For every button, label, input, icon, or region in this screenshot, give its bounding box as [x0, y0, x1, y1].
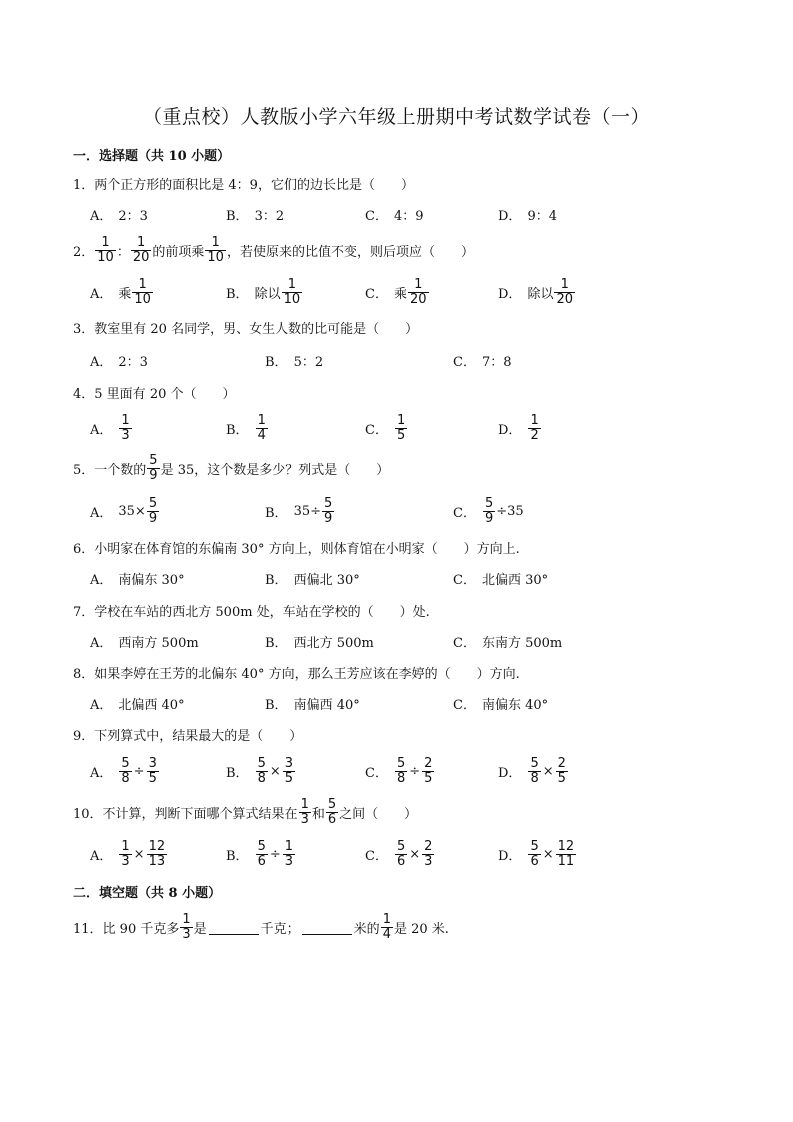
fraction: $\frac{5}{9}$ [148, 495, 158, 526]
question-number: 2． [73, 244, 95, 260]
section-heading-fill: 二．填空题（共 8 小题） [73, 886, 222, 901]
question-number: 10． [73, 806, 103, 822]
question-text: 如果李婷在王芳的北偏东 40° 方向，那么王芳应该在李婷的（ ）方向. [94, 666, 520, 682]
fraction: $\frac{2}{5}$ [557, 755, 566, 786]
option-a[interactable]: A． $\frac{1}{3}$ [90, 412, 130, 443]
option-label: D． [498, 208, 522, 224]
option-b[interactable]: B． 5：2 [265, 354, 324, 370]
fraction: $\frac{5}{9}$ [484, 495, 494, 526]
option-c[interactable]: C． $\frac{5}{6}$ × $\frac{2}{3}$ [365, 838, 433, 869]
question-number: 4． [73, 386, 95, 402]
fraction: $\frac{3}{5}$ [148, 755, 157, 786]
fraction: $\frac{5}{6}$ [257, 838, 266, 869]
option-text: 2：3 [118, 208, 148, 224]
option-b[interactable]: B． 西偏北 30° [265, 572, 360, 588]
question-text: 教室里有 20 名同学，男、女生人数的比可能是（ ） [94, 321, 419, 337]
fraction: $\frac{1}{4}$ [257, 412, 266, 443]
question-text: 两个正方形的面积比是 4：9，它们的边长比是（ ） [94, 177, 414, 193]
question-number: 7． [73, 604, 95, 620]
option-a[interactable] [90, 197, 148, 231]
option-a[interactable]: A． 2：3 [90, 354, 148, 370]
question-9 [73, 717, 302, 751]
question-8 [73, 655, 520, 689]
fraction: $\frac{1}{10}$ [134, 276, 151, 307]
option-c[interactable]: C． 乘 $\frac{1}{20}$ [365, 276, 427, 307]
option-text: 9：4 [527, 208, 557, 224]
question-10: 10． 不计算，判断下面哪个算式结果在 $\frac{1}{3}$ 和 $\frac{5}{6}$ 之间（ ） [73, 796, 418, 827]
fraction: $\frac{1}{20}$ [409, 276, 427, 307]
question-text: 学校在车站的西北方 500m 处，车站在学校的（ ）处. [94, 604, 430, 620]
question-2: 2． $\frac{1}{10}$ ： $\frac{1}{20}$ 的前项乘 $\frac{1}{10}$ ，若使原来的比值不变，则后项应（ ） [73, 234, 474, 265]
fraction: $\frac{1}{10}$ [97, 234, 114, 265]
option-d[interactable]: D． 除以 $\frac{1}{20}$ [498, 276, 573, 307]
option-d[interactable]: D． $\frac{5}{6}$ × $\frac{12}{11}$ [498, 838, 575, 869]
option-b[interactable]: B． 南偏西 40° [265, 697, 360, 713]
fraction: $\frac{12}{11}$ [557, 838, 575, 869]
question-text: 5 里面有 20 个（ ） [94, 386, 236, 402]
question-number: 3． [73, 321, 95, 337]
fraction: $\frac{3}{5}$ [284, 755, 294, 786]
question-11: 11． 比 90 千克多 $\frac{1}{3}$ 是 千克； 米的 $\frac{1}{4}$ 是 20 米. [73, 911, 449, 942]
fraction: $\frac{1}{3}$ [182, 911, 191, 942]
option-b[interactable]: B． $\frac{5}{8}$ × $\frac{3}{5}$ [226, 755, 294, 786]
option-a[interactable]: A． $\frac{1}{3}$ × $\frac{12}{13}$ [90, 838, 166, 869]
fraction: $\frac{2}{5}$ [424, 755, 433, 786]
fraction: $\frac{5}{9}$ [149, 452, 158, 483]
fraction: $\frac{12}{13}$ [148, 838, 166, 869]
fraction: $\frac{5}{8}$ [121, 755, 130, 786]
fraction: $\frac{5}{6}$ [530, 838, 539, 869]
fraction: $\frac{5}{8}$ [396, 755, 406, 786]
section-heading-choice: 一．选择题（共 10 小题） [73, 149, 231, 164]
fraction: $\frac{1}{20}$ [132, 234, 150, 265]
question-number: 9． [73, 728, 95, 744]
option-b[interactable] [226, 197, 284, 231]
option-b[interactable]: B． 35÷ $\frac{5}{9}$ [265, 495, 333, 526]
option-a[interactable]: A． 西南方 500m [90, 635, 199, 651]
answer-blank-1[interactable] [209, 920, 259, 935]
question-text: 下列算式中，结果最大的是（ ） [94, 728, 303, 744]
question-number: 1． [73, 177, 95, 193]
question-1 [73, 166, 414, 200]
fraction: $\frac{1}{4}$ [382, 911, 391, 942]
option-c[interactable]: C． 东南方 500m [453, 635, 563, 651]
option-c[interactable]: C． 北偏西 30° [453, 572, 549, 588]
option-c[interactable] [365, 197, 424, 231]
fraction: $\frac{1}{3}$ [300, 796, 309, 827]
question-7 [73, 593, 430, 627]
option-b[interactable]: B． $\frac{5}{6}$ ÷ $\frac{1}{3}$ [226, 838, 294, 869]
option-label: B． [226, 208, 249, 224]
option-text: 3：2 [254, 208, 285, 224]
option-text: 4：9 [393, 208, 424, 224]
fraction: $\frac{1}{3}$ [284, 838, 294, 869]
option-c[interactable]: C． 7：8 [453, 354, 512, 370]
question-number: 11． [73, 921, 103, 937]
option-a[interactable]: A． 北偏西 40° [90, 697, 185, 713]
option-d[interactable]: D． $\frac{1}{2}$ [498, 412, 539, 443]
fraction: $\frac{2}{3}$ [424, 838, 433, 869]
fraction: $\frac{5}{6}$ [327, 796, 337, 827]
option-c[interactable]: C． $\frac{1}{5}$ [365, 412, 406, 443]
question-number: 6． [73, 541, 95, 557]
answer-blank-2[interactable] [302, 920, 352, 935]
option-b[interactable]: B． 除以 $\frac{1}{10}$ [226, 276, 301, 307]
option-b[interactable]: B． $\frac{1}{4}$ [226, 412, 266, 443]
fraction: $\frac{1}{10}$ [283, 276, 301, 307]
fraction: $\frac{1}{2}$ [530, 412, 539, 443]
question-5: 5． 一个数的 $\frac{5}{9}$ 是 35，这个数是多少？列式是（ ） [73, 452, 390, 483]
option-a[interactable]: A． 南偏东 30° [90, 572, 185, 588]
fraction: $\frac{1}{5}$ [396, 412, 406, 443]
option-c[interactable]: C． $\frac{5}{8}$ ÷ $\frac{2}{5}$ [365, 755, 433, 786]
option-label: A． [90, 208, 113, 224]
option-d[interactable] [498, 197, 557, 231]
option-a[interactable]: A． 35× $\frac{5}{9}$ [90, 495, 158, 526]
fraction: $\frac{5}{8}$ [257, 755, 266, 786]
option-a[interactable]: A． 乘 $\frac{1}{10}$ [90, 276, 151, 307]
question-4 [73, 375, 236, 409]
option-c[interactable]: C． $\frac{5}{9}$ ÷35 [453, 495, 524, 526]
question-3 [73, 310, 418, 344]
option-b[interactable]: B． 西北方 500m [265, 635, 374, 651]
fraction: $\frac{5}{6}$ [396, 838, 406, 869]
question-6 [73, 530, 520, 564]
option-c[interactable]: C． 南偏东 40° [453, 697, 549, 713]
exam-title: （重点校）人教版小学六年级上册期中考试数学试卷（一） [142, 106, 650, 128]
option-a[interactable]: A． $\frac{5}{8}$ ÷ $\frac{3}{5}$ [90, 755, 157, 786]
option-d[interactable]: D． $\frac{5}{8}$ × $\frac{2}{5}$ [498, 755, 566, 786]
fraction: $\frac{5}{8}$ [530, 755, 539, 786]
fraction: $\frac{1}{20}$ [556, 276, 573, 307]
question-number: 5． [73, 462, 95, 478]
question-text: 小明家在体育馆的东偏南 30° 方向上，则体育馆在小明家（ ）方向上. [94, 541, 520, 557]
fraction: $\frac{5}{9}$ [324, 495, 333, 526]
fraction: $\frac{1}{3}$ [121, 412, 130, 443]
fraction: $\frac{1}{3}$ [121, 838, 130, 869]
fraction: $\frac{1}{10}$ [207, 234, 224, 265]
option-label: C． [365, 208, 388, 224]
question-number: 8． [73, 666, 95, 682]
